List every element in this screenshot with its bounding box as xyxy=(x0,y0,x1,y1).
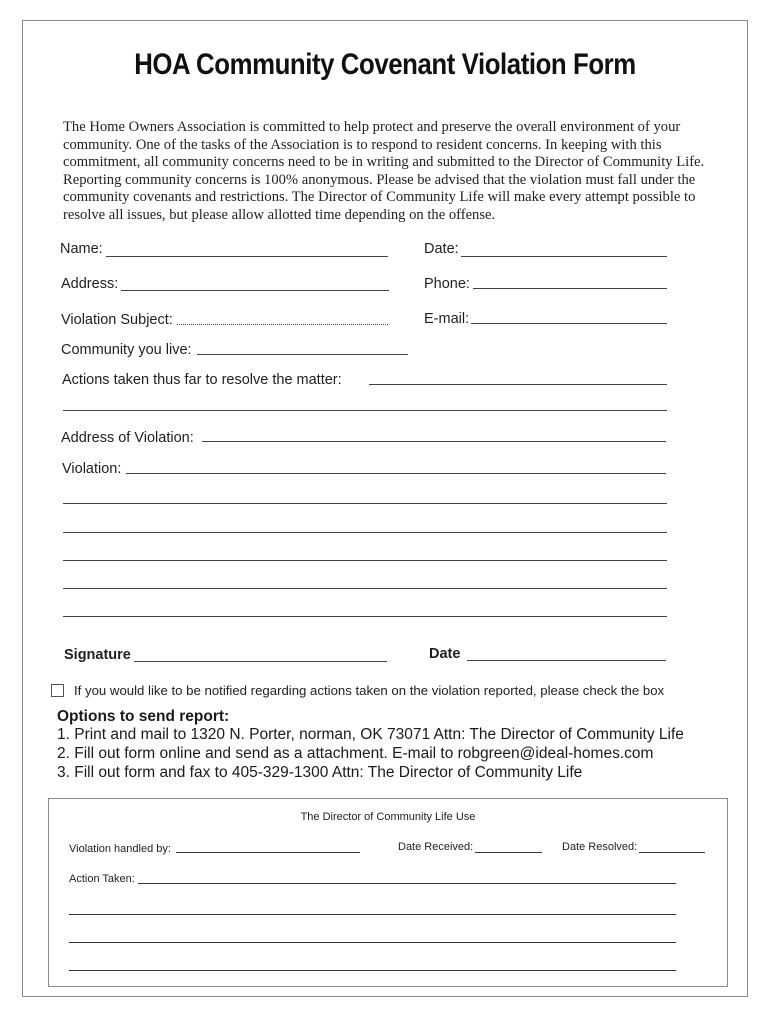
option-email: 2. Fill out form online and send as a attachment. E-mail to robgreen@ideal-homes.com xyxy=(57,745,654,762)
handled-by-label: Violation handled by: xyxy=(69,843,171,855)
actions-taken-line-2[interactable] xyxy=(63,410,667,411)
email-label: E-mail: xyxy=(424,311,470,327)
date-field[interactable] xyxy=(461,256,667,257)
form-title: HOA Community Covenant Violation Form xyxy=(134,48,636,81)
violation-subject-field[interactable] xyxy=(177,324,388,325)
action-taken-field[interactable] xyxy=(138,883,676,884)
violation-line-6[interactable] xyxy=(63,616,667,617)
date-received-label: Date Received: xyxy=(398,841,474,853)
community-label: Community you live: xyxy=(61,342,192,358)
notify-checkbox-label: If you would like to be notified regarding actions taken on the violation reported, please check the box xyxy=(74,683,665,698)
name-label: Name: xyxy=(60,241,103,257)
options-heading: Options to send report: xyxy=(57,708,230,725)
date-resolved-field[interactable] xyxy=(639,852,705,853)
intro-paragraph: The Home Owners Association is committed to help protect and preserve the overall environment of your community. One of the tasks of the Association is to respond to resident concerns. In keeping with this commitment, all community concerns need to be in writing and submitted to the Director of Community Life. Reporting community concerns is 100% anonymous. Please be advised that the violation must fall under the community covenants and restrictions. The Director of Community Life will make every attempt possible to resolve all issues, but please allow allotted time depending on the offense. xyxy=(63,119,705,223)
actions-taken-label: Actions taken thus far to resolve the matter: xyxy=(62,372,342,388)
date-label: Date: xyxy=(424,241,459,257)
signature-date-label: Date xyxy=(429,646,461,662)
name-field[interactable] xyxy=(106,256,388,257)
violation-line-3[interactable] xyxy=(63,532,667,533)
action-taken-line-2[interactable] xyxy=(69,914,676,915)
actions-taken-field[interactable] xyxy=(369,384,667,385)
address-label: Address: xyxy=(61,276,119,292)
option-fax: 3. Fill out form and fax to 405-329-1300 Attn: The Director of Community Life xyxy=(57,764,583,781)
date-received-field[interactable] xyxy=(475,852,542,853)
address-of-violation-field[interactable] xyxy=(202,441,666,442)
violation-field[interactable] xyxy=(126,473,666,474)
phone-label: Phone: xyxy=(424,276,470,292)
notify-checkbox[interactable] xyxy=(51,684,64,697)
signature-date-field[interactable] xyxy=(467,660,666,661)
violation-line-5[interactable] xyxy=(63,588,667,589)
signature-label: Signature xyxy=(64,647,131,663)
address-of-violation-label: Address of Violation: xyxy=(61,430,194,446)
phone-field[interactable] xyxy=(473,288,667,289)
violation-line-4[interactable] xyxy=(63,560,667,561)
violation-label: Violation: xyxy=(62,461,122,477)
office-use-box xyxy=(48,798,728,987)
violation-line-2[interactable] xyxy=(63,503,667,504)
signature-field[interactable] xyxy=(134,661,387,662)
handled-by-field[interactable] xyxy=(176,852,360,853)
action-taken-label: Action Taken: xyxy=(69,873,135,885)
action-taken-line-3[interactable] xyxy=(69,942,676,943)
action-taken-line-4[interactable] xyxy=(69,970,676,971)
option-mail: 1. Print and mail to 1320 N. Porter, norman, OK 73071 Attn: The Director of Community Life xyxy=(57,726,684,743)
community-field[interactable] xyxy=(197,354,408,355)
violation-subject-label: Violation Subject: xyxy=(61,312,173,328)
office-use-heading: The Director of Community Life Use xyxy=(300,811,476,823)
email-field[interactable] xyxy=(471,323,667,324)
address-field[interactable] xyxy=(121,290,389,291)
date-resolved-label: Date Resolved: xyxy=(562,841,638,853)
